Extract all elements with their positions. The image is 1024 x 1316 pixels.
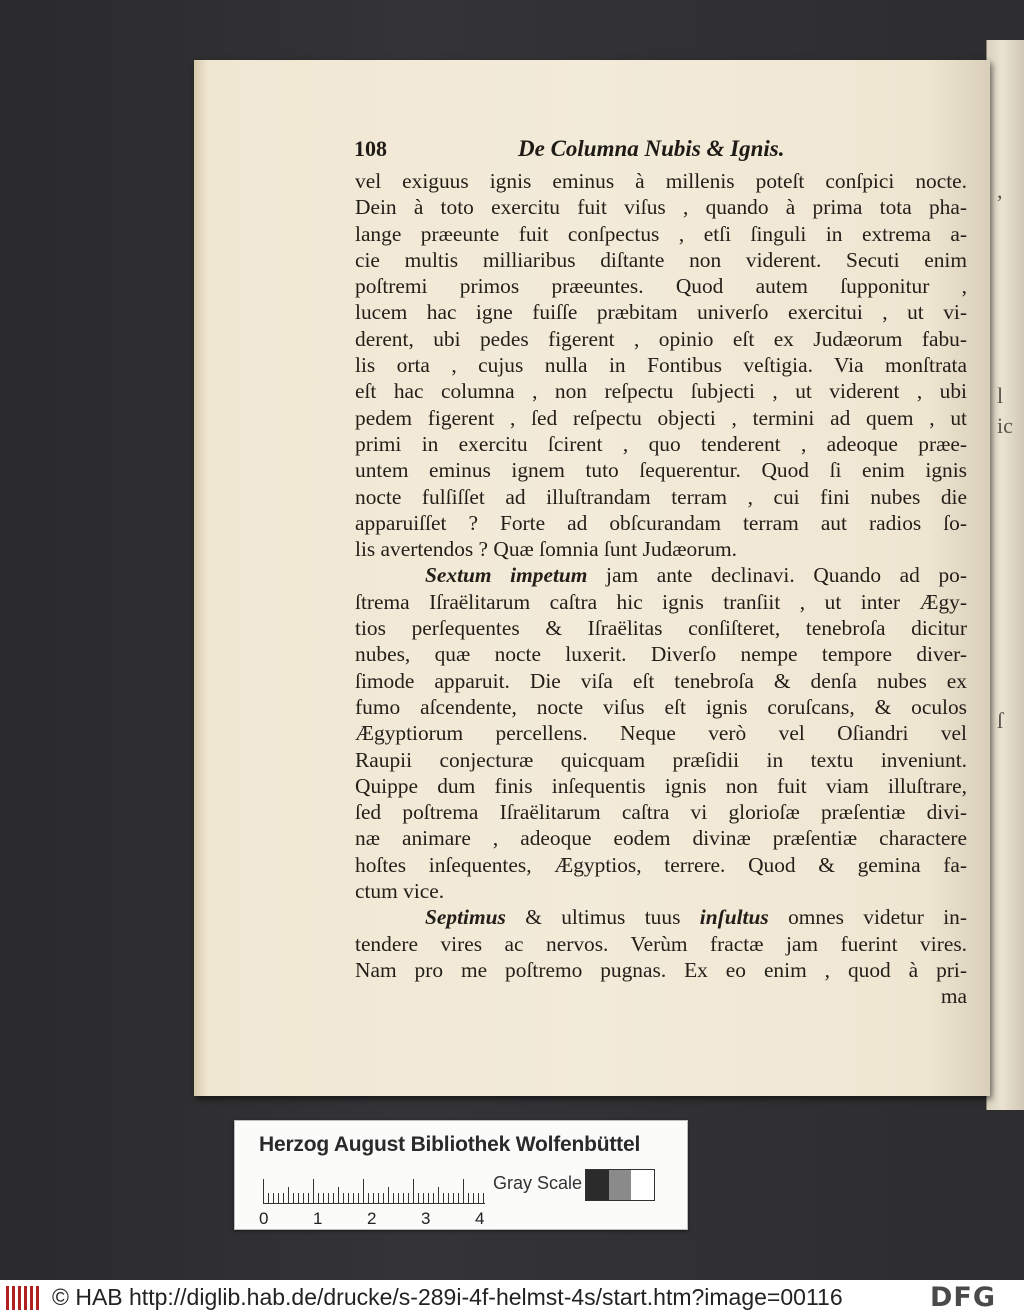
ruler-tick — [348, 1193, 349, 1203]
line-text: cie multis milliaribus diſtante non viderent. Secuti enim — [355, 247, 967, 272]
ruler-number: 0 — [259, 1209, 269, 1228]
page-body-text — [355, 168, 967, 1010]
ruler-tick — [268, 1193, 269, 1203]
dfg-logo: DFG — [930, 1282, 997, 1313]
text-line — [355, 957, 967, 983]
ruler-tick — [303, 1193, 304, 1203]
text-line — [355, 273, 967, 299]
text-line — [355, 668, 967, 694]
ruler-tick — [463, 1179, 464, 1203]
gray-swatch — [586, 1170, 609, 1200]
line-text: Raupii conjecturæ quicquam præſidii in textu inveniunt. — [355, 747, 967, 772]
adjacent-page-fragment: , — [997, 178, 1003, 203]
ruler-number: 4 — [475, 1209, 485, 1228]
line-text: & ultimus tuus — [505, 905, 700, 930]
page-header — [354, 136, 794, 170]
ruler-tick — [398, 1193, 399, 1203]
text-line — [355, 484, 967, 510]
line-text: nubes, quæ nocte luxerit. Diverſo nempe tempore diver- — [355, 642, 967, 667]
ruler-tick — [378, 1193, 379, 1203]
text-line — [355, 431, 967, 457]
ruler-tick — [358, 1193, 359, 1203]
footer-bar — [0, 1280, 1024, 1316]
line-text: tios perſequentes & Iſraëlitas conſiſteret, tenebroſa dicitur — [355, 616, 967, 641]
ruler-tick — [318, 1193, 319, 1203]
ruler-tick — [383, 1193, 384, 1203]
ruler-tick — [293, 1193, 294, 1203]
ruler-tick — [423, 1193, 424, 1203]
ruler-tick — [313, 1179, 314, 1203]
line-text: hoſtes inſequentes, Ægyptios, terrere. Quod & gemina fa- — [355, 852, 967, 877]
ruler-tick — [433, 1193, 434, 1203]
line-text: Ægyptiorum percellens. Neque verò vel Oſiandri vel — [355, 721, 967, 746]
line-text: lis avertendos ? Quæ ſomnia ſunt Judæorum. — [355, 537, 738, 562]
ruler-tick — [343, 1193, 344, 1203]
text-line — [355, 799, 967, 825]
line-text: vel exiguus ignis eminus à millenis poteſt conſpici noctе. — [355, 169, 967, 193]
ruler-tick — [328, 1193, 329, 1203]
ruler-tick — [458, 1193, 459, 1203]
text-line — [355, 194, 967, 220]
ruler-tick — [468, 1193, 469, 1203]
ruler-tick — [443, 1193, 444, 1203]
ruler-tick — [363, 1179, 364, 1203]
text-line — [355, 720, 967, 746]
text-line — [355, 878, 967, 904]
line-text: ma — [940, 984, 967, 1009]
line-text: poſtremi primos præeuntes. Quod autem ſupponitur , — [355, 274, 967, 299]
ruler-tick — [298, 1193, 299, 1203]
ruler-tick — [323, 1193, 324, 1203]
ruler-tick — [368, 1193, 369, 1203]
text-line — [355, 615, 967, 641]
text-line — [355, 983, 967, 1009]
ruler-tick — [273, 1193, 274, 1203]
gray-swatch — [609, 1170, 632, 1200]
ruler-tick — [373, 1193, 374, 1203]
line-text: eſt hac columna , non reſpectu ſubjecti , ut viderent , ubi — [355, 379, 967, 404]
line-text: apparuiſſet ? Forte ad obſcurandam terram aut radios ſo- — [355, 510, 967, 535]
text-line — [355, 221, 967, 247]
ruler-tick — [483, 1193, 484, 1203]
source-url[interactable]: © HAB http://diglib.hab.de/drucke/s-289i-4f-helmst-4s/start.htm?image=00116 — [52, 1284, 843, 1310]
ruler-tick — [338, 1187, 339, 1203]
ruler-tick — [283, 1193, 284, 1203]
text-line — [355, 931, 967, 957]
adjacent-page-fragment: l — [997, 383, 1004, 408]
text-line — [355, 457, 967, 483]
line-text: pedem figerent , ſed reſpectu objecti , termini ad quem , ut — [355, 405, 967, 430]
ruler-number: 1 — [313, 1209, 323, 1228]
line-text: næ animare , adeoque eodem divinæ præſentiæ charactere — [355, 826, 967, 851]
line-text: jam ante declinavi. Quando ad po- — [587, 563, 967, 588]
line-text: nocte fulſiſſet ad illuſtrandam terram , cui fini nubes die — [355, 484, 967, 509]
ruler-tick — [278, 1193, 279, 1203]
text-line — [355, 747, 967, 773]
ruler-tick — [333, 1193, 334, 1203]
line-text: ſtrema Iſraëlitarum caſtra hic ignis tranſiit , ut inter Ægy- — [355, 589, 967, 614]
ruler-tick — [263, 1179, 264, 1203]
text-line — [355, 326, 967, 352]
text-line — [355, 168, 967, 194]
gray-swatch — [631, 1170, 654, 1200]
line-text: fumo aſcendente, nocte viſus eſt ignis coruſcans, & oculos — [355, 694, 967, 719]
ruler-tick — [388, 1187, 389, 1203]
gray-scale-swatches — [585, 1169, 655, 1201]
line-text: lis orta , cujus nulla in Fontibus veſtigia. Via monſtrata — [355, 353, 967, 378]
text-line — [355, 536, 967, 562]
ruler-tick — [448, 1193, 449, 1203]
gray-scale-label: Gray Scale — [493, 1173, 583, 1193]
measurement-ruler — [263, 1177, 485, 1204]
ruler-number: 3 — [421, 1209, 431, 1228]
ruler-tick — [418, 1193, 419, 1203]
text-line — [355, 852, 967, 878]
ruler-tick — [453, 1193, 454, 1203]
line-text: lange præeunte fuit conſpectus , etſi ſinguli in extrema a- — [355, 221, 967, 246]
hab-logo-icon — [6, 1286, 44, 1310]
color-calibration-card — [234, 1120, 688, 1230]
text-line — [355, 247, 967, 273]
line-text: primi in exercitu ſcirent , quo tenderent , adeoque præe- — [355, 431, 967, 456]
line-text: ſed poſtrema Iſraëlitarum caſtra vi glorioſæ præſentiæ divi- — [355, 800, 967, 825]
text-line — [355, 589, 967, 615]
text-line — [355, 773, 967, 799]
page-number: 108 — [354, 136, 387, 161]
line-text: untem eminus ignem tuto ſequerentur. Quod ſi enim ignis — [355, 458, 967, 483]
library-name: Herzog August Bibliothek Wolfenbüttel — [259, 1133, 641, 1156]
ruler-tick — [308, 1193, 309, 1203]
text-line — [355, 904, 967, 930]
emphasis: inſultus — [699, 905, 769, 930]
line-text: ſimode apparuit. Die viſa eſt tenebroſa & denſa nubes ex — [355, 668, 967, 693]
line-text: Dein à toto exercitu fuit viſus , quando à prima tota pha- — [355, 195, 967, 220]
ruler-tick — [478, 1193, 479, 1203]
ruler-tick — [408, 1193, 409, 1203]
ruler-tick — [413, 1179, 414, 1203]
ruler-tick — [428, 1193, 429, 1203]
adjacent-page-edge — [986, 40, 1024, 1110]
text-line — [355, 825, 967, 851]
emphasis: Septimus — [425, 905, 506, 930]
line-text: derent, ubi pedes figerent , opinio eſt ex Judæorum fabu- — [355, 326, 967, 351]
ruler-number: 2 — [367, 1209, 377, 1228]
running-title: De Columna Nubis & Ignis. — [518, 136, 785, 161]
adjacent-page-fragment: ſ — [997, 708, 1004, 733]
line-text: tendere vires ac nervos. Verùm fractæ jam fuerint vires. — [355, 931, 967, 956]
adjacent-page-fragment: ic — [997, 413, 1013, 438]
line-text: Nam pro me poſtremo pugnas. Ex eo enim , quod à pri- — [355, 957, 967, 982]
text-line — [355, 352, 967, 378]
ruler-tick — [393, 1193, 394, 1203]
line-text: lucem hac igne fuiſſe præbitam univerſo exercitui , ut vi- — [355, 300, 967, 325]
text-line — [355, 562, 967, 588]
text-line — [355, 299, 967, 325]
text-line — [355, 694, 967, 720]
line-text: ctum vice. — [355, 879, 445, 904]
line-text: omnes videtur in- — [768, 905, 967, 930]
ruler-tick — [288, 1187, 289, 1203]
text-line — [355, 405, 967, 431]
emphasis: Sextum impetum — [425, 563, 588, 588]
ruler-tick — [473, 1193, 474, 1203]
ruler-tick — [438, 1187, 439, 1203]
ruler-tick — [353, 1193, 354, 1203]
line-text: Quippe dum finis inſequentis ignis non fuit viam illuſtrare, — [355, 773, 967, 798]
text-line — [355, 378, 967, 404]
text-line — [355, 510, 967, 536]
ruler-tick — [403, 1193, 404, 1203]
text-line — [355, 641, 967, 667]
